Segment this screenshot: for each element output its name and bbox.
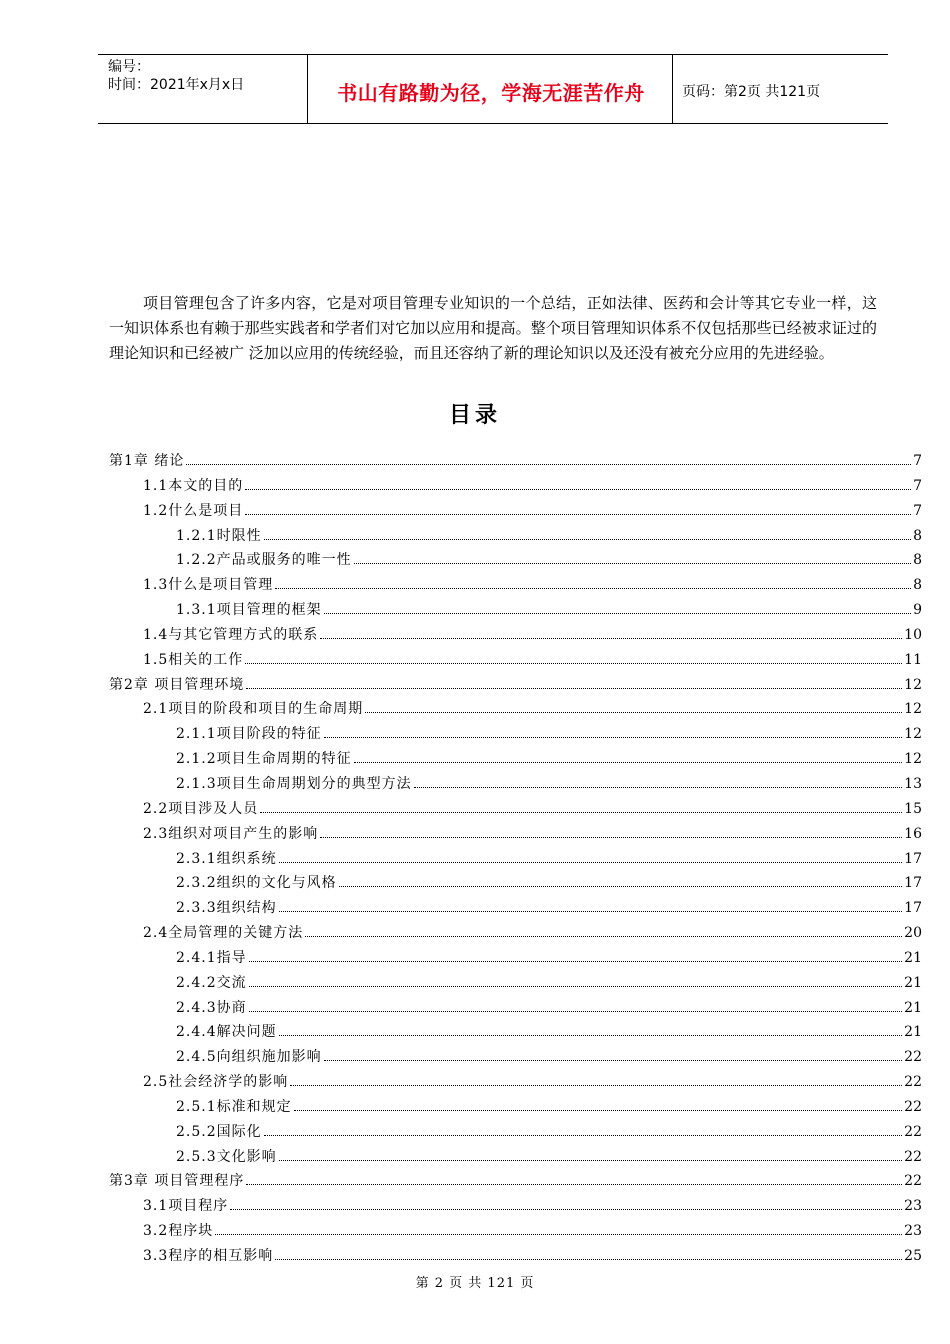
toc-entry[interactable] [109,722,922,747]
toc-entry-page: 22 [904,1074,922,1091]
toc-entry[interactable] [109,1120,922,1145]
toc-entry[interactable] [109,1095,922,1120]
toc-leader-dots [264,538,911,540]
toc-leader-dots [354,562,911,564]
toc-entry-page: 16 [904,825,922,842]
toc-entry[interactable] [109,797,922,822]
toc-entry-page: 11 [904,651,922,668]
header-page-info: 页码：第2页 共121页 [682,84,821,100]
toc-leader-dots [324,736,903,738]
header-meta [108,58,244,94]
toc-entry-page: 8 [913,552,922,569]
toc-entry[interactable] [109,871,922,896]
toc-entry-page: 20 [904,925,922,942]
toc-leader-dots [324,612,911,614]
toc-entry-title: 1.2.2产品或服务的唯一性 [176,552,352,569]
toc-entry-title: 1.3什么是项目管理 [143,577,274,594]
header-motto: 书山有路勤为径，学海无涯苦作舟 [337,81,645,105]
toc-entry-page: 8 [913,527,922,544]
toc-leader-dots [324,1059,903,1061]
intro-paragraph: 项目管理包含了许多内容，它是对项目管理专业知识的一个总结，正如法律、医药和会计等其它专业一样，这一知识体系也有赖于那些实践者和学者们对它加以应用和提高。整个项目管理知识体系不仅包括那些已经被求证过的理论知识和已经被广 泛加以应用的传统经验，而且还容纳了新的理论知识以及还没有被充分应用的先进经验。 [109,294,877,362]
toc-leader-dots [215,1233,902,1235]
toc-entry-title: 2.5社会经济学的影响 [143,1074,289,1091]
toc-leader-dots [186,463,911,465]
toc-title: 目录 [448,403,501,428]
header-divider [672,55,673,123]
toc-entry-page: 21 [904,974,922,991]
toc-entry-page: 9 [913,602,922,619]
toc-entry-page: 22 [904,1173,922,1190]
toc-entry-title: 3.2程序块 [143,1223,214,1240]
toc-entry[interactable] [109,772,922,797]
toc-entry-title: 2.2项目涉及人员 [143,800,259,817]
toc-leader-dots [246,1183,902,1185]
toc-leader-dots [245,513,911,515]
toc-leader-dots [290,1084,902,1086]
toc-leader-dots [294,1109,903,1111]
toc-entry-page: 21 [904,949,922,966]
toc-entry[interactable] [109,524,922,549]
toc-entry-page: 23 [904,1198,922,1215]
toc-entry-page: 17 [904,900,922,917]
toc-entry[interactable] [109,499,922,524]
toc-entry-title: 第1章 绪论 [109,453,185,469]
toc-entry[interactable] [109,648,922,673]
table-of-contents [109,449,922,1269]
toc-entry[interactable] [109,996,922,1021]
toc-entry[interactable] [109,1194,922,1219]
toc-entry-title: 2.1.3项目生命周期划分的典型方法 [176,775,412,792]
toc-entry[interactable] [109,971,922,996]
toc-entry[interactable] [109,1045,922,1070]
toc-leader-dots [305,935,902,937]
toc-entry-title: 第2章 项目管理环境 [109,676,245,693]
toc-leader-dots [279,1034,903,1036]
toc-leader-dots [249,1010,903,1012]
page-header [98,54,888,124]
toc-leader-dots [275,1258,902,1260]
toc-entry[interactable] [109,673,922,698]
toc-leader-dots [275,587,911,589]
toc-entry-page: 7 [913,502,922,519]
toc-leader-dots [279,861,903,863]
toc-entry[interactable] [109,1169,922,1194]
toc-entry[interactable] [109,623,922,648]
toc-entry-page: 21 [904,999,922,1016]
toc-entry-title: 2.4.3协商 [176,999,247,1016]
toc-entry-title: 2.3.1组织系统 [176,850,277,867]
toc-entry-title: 1.2.1时限性 [176,527,262,544]
toc-entry[interactable] [109,896,922,921]
toc-entry-title: 2.3组织对项目产生的影响 [143,825,319,842]
header-divider [307,55,308,123]
toc-entry[interactable] [109,1244,922,1269]
toc-entry-title: 1.1本文的目的 [143,477,244,494]
toc-entry-page: 15 [904,800,922,817]
toc-entry[interactable] [109,1020,922,1045]
toc-entry-title: 2.1.2项目生命周期的特征 [176,751,352,768]
toc-entry-title: 2.4.2交流 [176,974,247,991]
toc-leader-dots [245,488,911,490]
toc-entry-title: 1.2什么是项目 [143,502,244,519]
toc-entry-title: 2.4.5向组织施加影响 [176,1049,322,1066]
toc-entry[interactable] [109,1219,922,1244]
toc-leader-dots [264,1134,903,1136]
toc-entry[interactable] [109,1145,922,1170]
toc-leader-dots [230,1208,902,1210]
toc-entry-title: 2.4全局管理的关键方法 [143,925,304,942]
toc-entry-title: 1.4与其它管理方式的联系 [143,626,319,643]
toc-entry-title: 1.3.1项目管理的框架 [176,602,322,619]
header-number: 编号： [108,59,150,75]
toc-entry-title: 2.3.3组织结构 [176,900,277,917]
toc-entry-title: 2.5.2国际化 [176,1123,262,1140]
toc-leader-dots [354,761,903,763]
toc-entry-title: 2.5.1标准和规定 [176,1098,292,1115]
toc-entry-page: 10 [904,626,922,643]
toc-entry-page: 12 [904,751,922,768]
toc-leader-dots [279,1159,903,1161]
toc-leader-dots [414,786,903,788]
toc-entry-title: 1.5相关的工作 [143,651,244,668]
toc-entry[interactable] [109,598,922,623]
toc-leader-dots [339,885,903,887]
toc-entry[interactable] [109,747,922,772]
toc-entry-title: 3.1项目程序 [143,1198,229,1215]
toc-entry-title: 第3章 项目管理程序 [109,1173,245,1190]
toc-entry[interactable] [109,946,922,971]
toc-entry[interactable] [109,697,922,722]
toc-entry[interactable] [109,921,922,946]
toc-entry-page: 21 [904,1024,922,1041]
toc-entry-page: 23 [904,1223,922,1240]
toc-entry[interactable] [109,573,922,598]
toc-entry[interactable] [109,474,922,499]
toc-entry-title: 2.1项目的阶段和项目的生命周期 [143,701,364,718]
toc-entry-page: 22 [904,1098,922,1115]
toc-leader-dots [249,985,903,987]
toc-leader-dots [260,811,902,813]
toc-entry-page: 22 [904,1049,922,1066]
toc-entry-title: 3.3程序的相互影响 [143,1248,274,1264]
page-footer: 第 2 页 共 121 页 [415,1276,535,1291]
toc-entry-page: 22 [904,1148,922,1165]
toc-entry-page: 25 [904,1248,922,1264]
toc-entry-page: 8 [913,577,922,594]
toc-entry[interactable] [109,548,922,573]
toc-entry-title: 2.3.2组织的文化与风格 [176,875,337,892]
toc-leader-dots [365,711,902,713]
toc-entry-page: 22 [904,1123,922,1140]
toc-entry-page: 7 [913,477,922,494]
toc-leader-dots [245,662,902,664]
toc-entry[interactable] [109,822,922,847]
toc-entry-page: 17 [904,850,922,867]
toc-entry-title: 2.5.3文化影响 [176,1148,277,1165]
toc-leader-dots [249,960,903,962]
header-time: 时间：2021年x月x日 [108,77,245,93]
toc-entry-page: 12 [904,676,922,693]
toc-leader-dots [320,836,902,838]
toc-entry-title: 2.1.1项目阶段的特征 [176,726,322,743]
toc-leader-dots [279,910,903,912]
toc-entry-title: 2.4.1指导 [176,949,247,966]
toc-entry-page: 12 [904,726,922,743]
toc-entry-page: 7 [913,453,922,469]
toc-entry-title: 2.4.4解决问题 [176,1024,277,1041]
toc-entry[interactable] [109,449,922,474]
toc-entry-page: 12 [904,701,922,718]
toc-entry[interactable] [109,847,922,872]
toc-entry-page: 17 [904,875,922,892]
toc-leader-dots [320,637,902,639]
toc-entry-page: 13 [904,775,922,792]
toc-leader-dots [246,687,902,689]
toc-entry[interactable] [109,1070,922,1095]
